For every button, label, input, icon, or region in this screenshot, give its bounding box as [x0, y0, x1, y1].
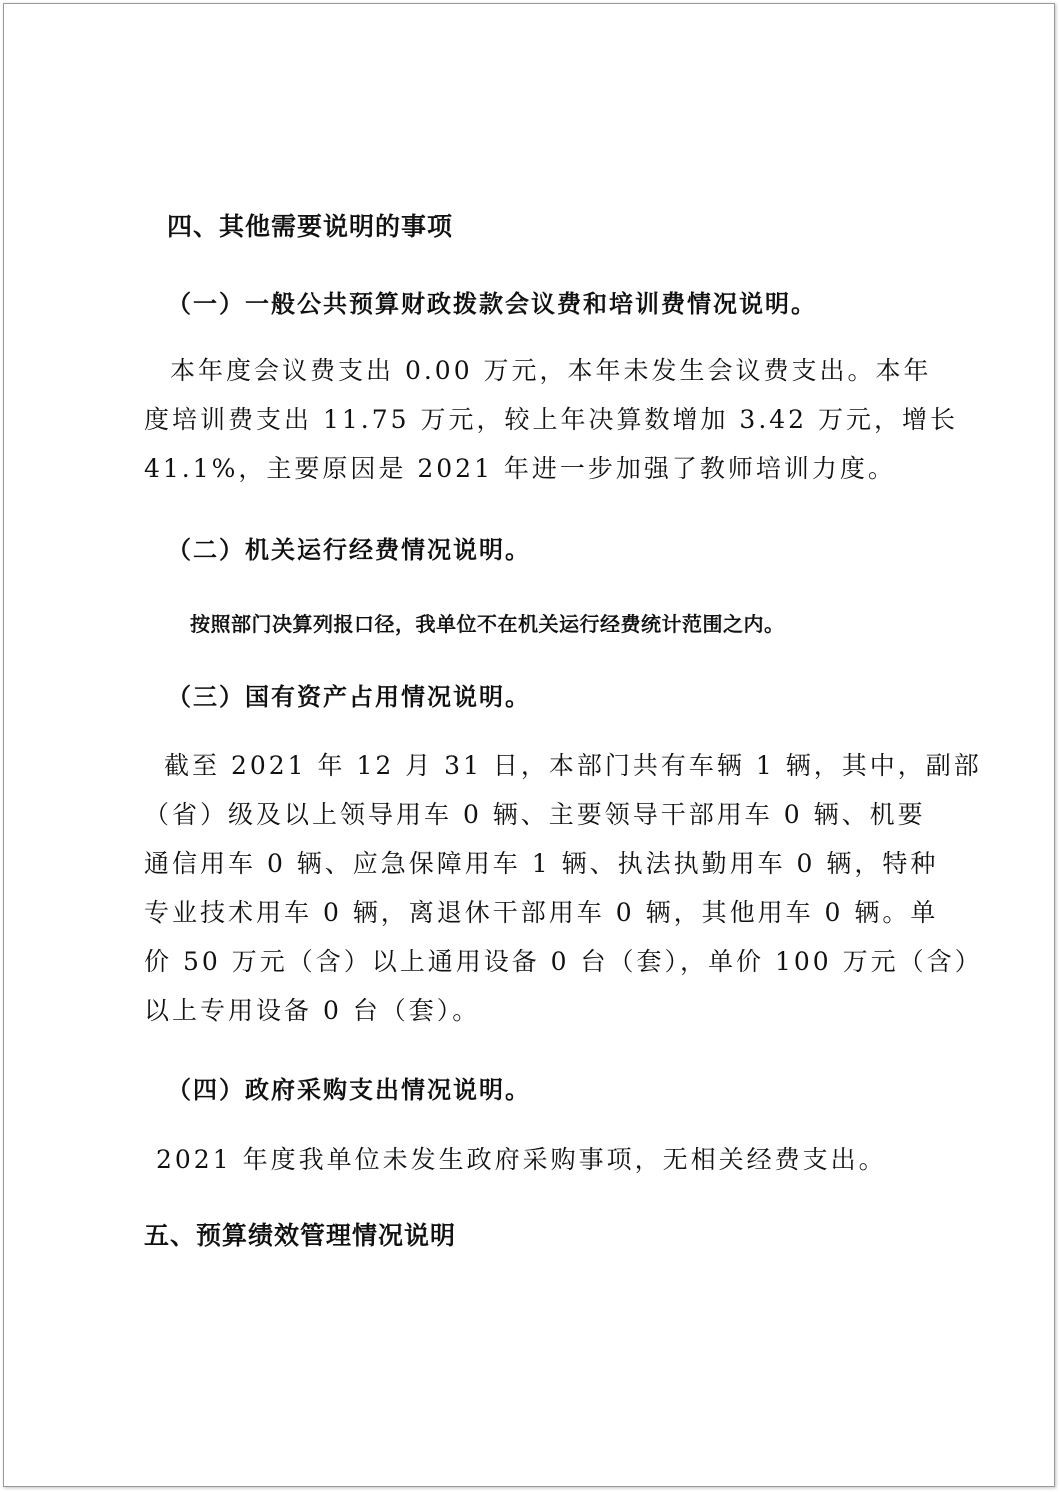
subsection-3-paragraph: [144, 741, 983, 1035]
subsection-4-heading: （四）政府采购支出情况说明。: [167, 1075, 531, 1104]
paragraph-line: 度培训费支出 11.75 万元，较上年决算数增加 3.42 万元，增长: [144, 405, 959, 434]
subsection-2-paragraph: 按照部门决算列报口径，我单位不在机关运行经费统计范围之内。: [190, 612, 785, 636]
subsection-4-paragraph: 2021 年度我单位未发生政府采购事项，无相关经费支出。: [156, 1145, 887, 1174]
paragraph-line: 截至 2021 年 12 月 31 日，本部门共有车辆 1 辆，其中，副部: [164, 751, 982, 780]
document-page: [3, 3, 1055, 1487]
paragraph-line: 价 50 万元（含）以上通用设备 0 台（套），单价 100 万元（含）: [144, 947, 983, 976]
section-4-heading: 四、其他需要说明的事项: [167, 212, 454, 241]
subsection-3-heading: （三）国有资产占用情况说明。: [167, 682, 531, 711]
subsection-2-heading: （二）机关运行经费情况说明。: [167, 535, 531, 564]
paragraph-line: （省）级及以上领导用车 0 辆、主要领导干部用车 0 辆、机要: [144, 800, 926, 829]
paragraph-line: 以上专用设备 0 台（套）。: [144, 996, 481, 1025]
paragraph-line: 本年度会议费支出 0.00 万元，本年未发生会议费支出。本年: [170, 356, 932, 385]
subsection-1-paragraph: [144, 346, 958, 493]
paragraph-line: 通信用车 0 辆、应急保障用车 1 辆、执法执勤用车 0 辆，特种: [144, 849, 939, 878]
subsection-1-heading: （一）一般公共预算财政拨款会议费和培训费情况说明。: [167, 289, 817, 318]
section-5-heading: 五、预算绩效管理情况说明: [144, 1221, 457, 1250]
paragraph-line: 41.1%，主要原因是 2021 年进一步加强了教师培训力度。: [144, 454, 896, 483]
paragraph-line: 专业技术用车 0 辆，离退休干部用车 0 辆，其他用车 0 辆。单: [144, 898, 939, 927]
